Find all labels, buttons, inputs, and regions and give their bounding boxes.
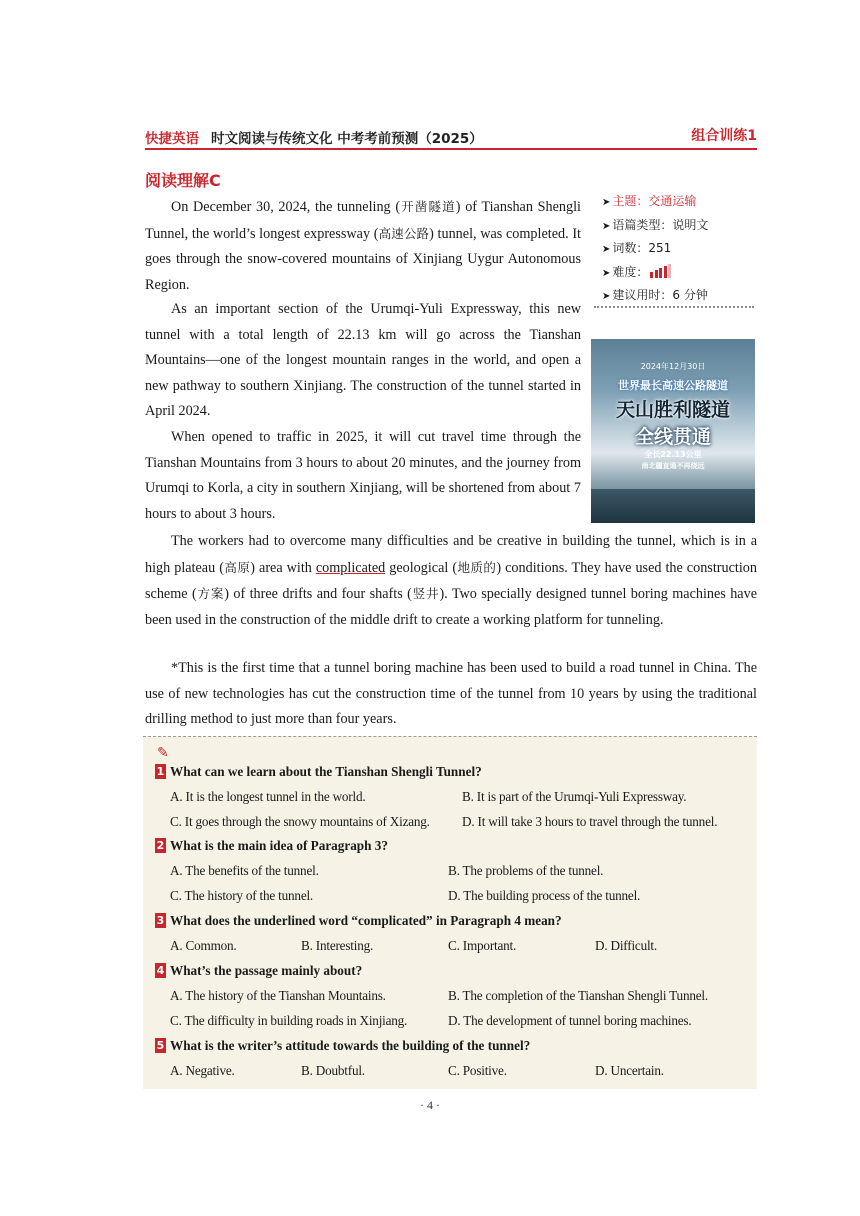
q1-option-c[interactable]: C. It goes through the snowy mountains of Xizang. <box>170 814 430 829</box>
q3-option-d[interactable]: D. Difficult. <box>595 938 657 953</box>
genre-row: ➤ 语篇类型：说明文 <box>602 217 709 232</box>
difficulty-bar <box>655 270 658 278</box>
photo-caption-4: 全长22.13公里 <box>644 450 702 459</box>
q5-option-d[interactable]: D. Uncertain. <box>595 1063 664 1078</box>
series-title: 时文阅读与传统文化 中考考前预测（2025） <box>211 131 483 147</box>
question-4: 4 What’s the passage mainly about? <box>156 963 363 978</box>
arrow-icon: ➤ <box>602 267 611 279</box>
word-count-row: ➤ 词数：251 <box>602 241 672 255</box>
q4-option-c[interactable]: C. The difficulty in building roads in Xinjiang. <box>170 1013 408 1028</box>
paragraph-2: As an important section of the Urumqi-Yuli Expressway, this new tunnel with a total length of 22.13 km will go across the Tianshan Mountains—one of the longest mountain ranges in the world, and open a new pathway to southern Xinjiang. The construction of the tunnel started in April 2024. <box>145 301 581 420</box>
q2-option-b[interactable]: B. The problems of the tunnel. <box>448 863 604 878</box>
unit-title: 组合训练1 <box>691 128 757 144</box>
paragraph-5: *This is the first time that a tunnel boring machine has been used to build a road tunnel in China. The use of new technologies has cut the construction time of the tunnel from 10 years by using the traditional drilling method to just more than four years. <box>145 660 757 728</box>
paragraph-3: When opened to traffic in 2025, it will cut travel time through the Tianshan Mountains from 3 hours to about 20 minutes, and the journey from Urumqi to Korla, a city in southern Xinjiang, will be shortened from about 7 hours to about 3 hours. <box>145 429 581 522</box>
q1-option-d[interactable]: D. It will take 3 hours to travel through the tunnel. <box>462 814 718 829</box>
arrow-icon: ➤ <box>602 220 611 232</box>
q2-option-a[interactable]: A. The benefits of the tunnel. <box>170 863 319 878</box>
photo-date: 2024年12月30日 <box>640 362 706 371</box>
q5-option-b[interactable]: B. Doubtful. <box>301 1063 365 1078</box>
difficulty-row: ➤ 难度： <box>602 261 762 285</box>
underlined-word: complicated <box>315 559 386 576</box>
paragraph-4: The workers had to overcome many difficulties and be creative in building the tunnel, which is in a high plateau (高原) area with complicated geological (地质的) conditions. They have used the construction scheme (方案) of three drifts and four shafts (竖井). Two specially designed tunnel boring machines have been used in the construction of the middle drift to create a working platform for tunneling. <box>145 533 757 628</box>
dotted-divider <box>594 306 754 316</box>
question-3: 3 What does the underlined word “complicated” in Paragraph 4 mean? <box>156 913 562 928</box>
question-2: 2 What is the main idea of Paragraph 3? <box>156 838 388 853</box>
photo-caption-2: 天山胜利隧道 <box>615 399 730 421</box>
arrow-icon: ➤ <box>602 244 611 255</box>
q3-option-b[interactable]: B. Interesting. <box>301 938 374 953</box>
tunnel-news-photo <box>591 339 755 523</box>
q3-option-c[interactable]: C. Important. <box>448 938 517 953</box>
q3-option-a[interactable]: A. Common. <box>170 938 237 953</box>
section-title: 阅读理解C <box>145 171 221 190</box>
difficulty-bar <box>664 266 667 278</box>
photo-caption-1: 世界最长高速公路隧道 <box>618 379 728 392</box>
topic-row: ➤ 主题：交通运输 <box>602 194 697 208</box>
pencil-note-icon: ✎ <box>157 746 169 761</box>
q1-option-b[interactable]: B. It is part of the Urumqi-Yuli Expressway. <box>462 789 687 804</box>
q4-option-a[interactable]: A. The history of the Tianshan Mountains. <box>170 988 386 1003</box>
difficulty-bar <box>668 264 671 278</box>
passage-info <box>602 190 762 308</box>
photo-caption-5: 南北疆直通不再绕远 <box>641 462 705 470</box>
page-number: · 4 · <box>420 1098 440 1112</box>
question-5: 5 What is the writer’s attitude towards the building of the tunnel? <box>156 1038 531 1053</box>
q2-option-d[interactable]: D. The building process of the tunnel. <box>448 888 641 903</box>
question-1: 1 What can we learn about the Tianshan Shengli Tunnel? <box>156 764 482 779</box>
time-row: ➤ 建议用时：6 分钟 <box>602 288 708 302</box>
q4-option-b[interactable]: B. The completion of the Tianshan Shengli Tunnel. <box>448 988 708 1003</box>
difficulty-bar <box>659 268 662 278</box>
brand-name: 快捷英语 <box>145 131 199 147</box>
q4-option-d[interactable]: D. The development of tunnel boring machines. <box>448 1013 692 1028</box>
difficulty-bars-icon <box>650 263 673 286</box>
q2-option-c[interactable]: C. The history of the tunnel. <box>170 888 314 903</box>
arrow-icon: ➤ <box>602 291 611 302</box>
paragraph-1: On December 30, 2024, the tunneling (开凿隧道) of Tianshan Shengli Tunnel, the world’s longest expressway (高速公路) tunnel, was completed. It goes through the snow-covered mountains of Xinjiang Uygur Autonomous Region. <box>145 199 581 293</box>
running-header <box>145 118 757 150</box>
arrow-icon: ➤ <box>602 197 611 208</box>
q5-option-a[interactable]: A. Negative. <box>170 1063 235 1078</box>
mountain-shape <box>591 489 755 523</box>
difficulty-bar <box>650 272 653 278</box>
questions-box <box>143 736 757 1089</box>
q1-option-a[interactable]: A. It is the longest tunnel in the world. <box>170 789 366 804</box>
q5-option-c[interactable]: C. Positive. <box>448 1063 507 1078</box>
photo-caption-3: 全线贯通 <box>634 426 711 448</box>
